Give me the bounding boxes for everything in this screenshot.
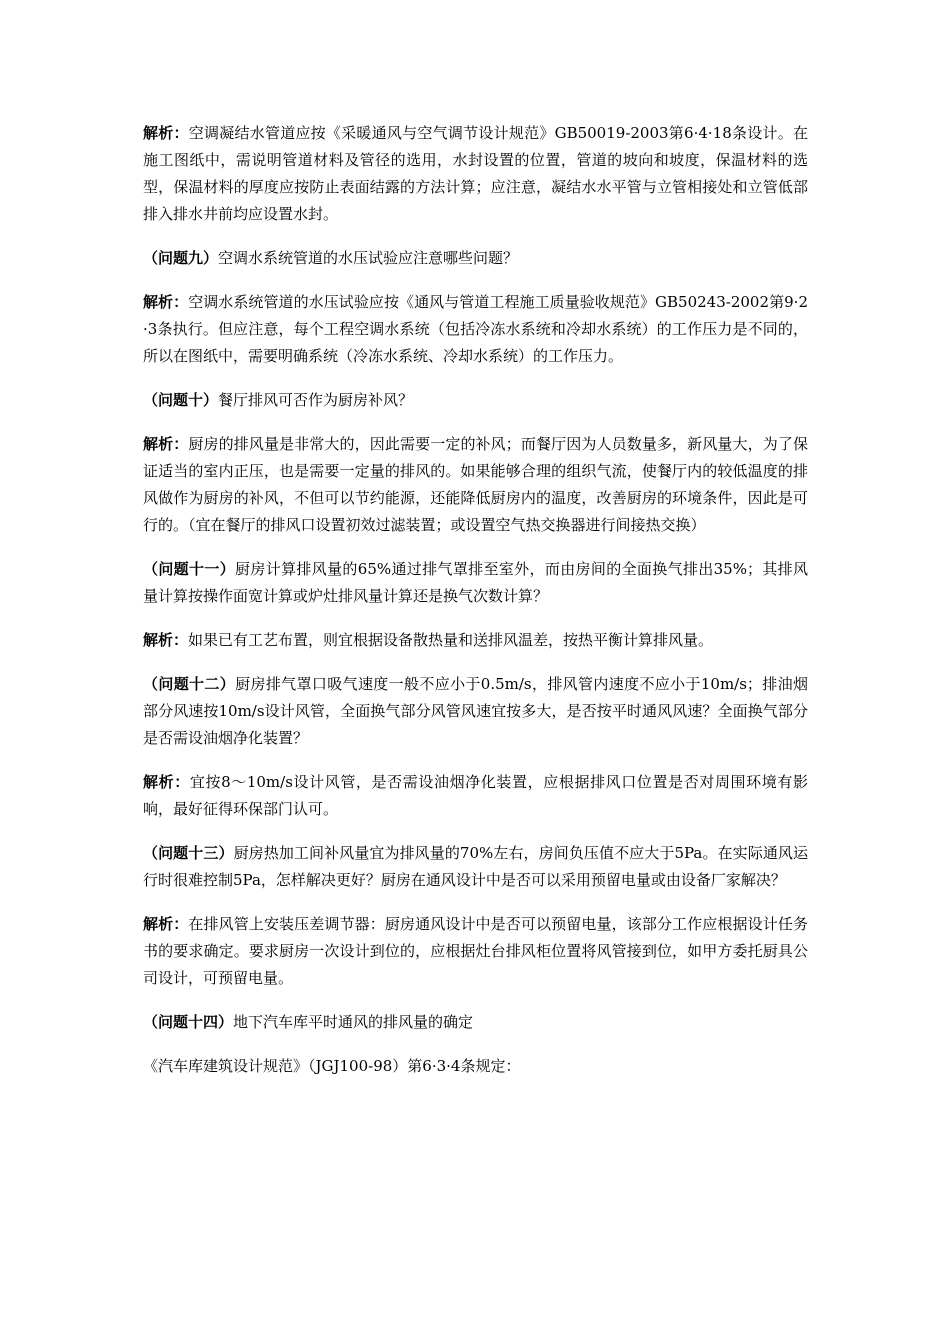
question-text: 厨房热加工间补风量宜为排风量的70%左右，房间负压值不应大于5Pa。在实际通风运行时很难控制5Pa，怎样解决更好？厨房在通风设计中是否可以采用预留电量或由设备厂家解决？: [143, 844, 808, 889]
paragraph-text: 如果已有工艺布置，则宜根据设备散热量和送排风温差，按热平衡计算排风量。: [188, 631, 714, 649]
paragraph-text: 厨房的排风量是非常大的，因此需要一定的补风；而餐厅因为人员数量多，新风量大，为了保证适当的室内正压，也是需要一定量的排风的。如果能够合理的组织气流，使餐厅内的较低温度的排风做作为厨房的补风，不但可以节约能源，还能降低厨房内的温度，改善厨房的环境条件，因此是可行的。（宜在餐厅的排风口设置初效过滤装置；或设置空气热交换器进行间接热交换）: [143, 435, 808, 534]
question-text: 餐厅排风可否作为厨房补风？: [218, 391, 414, 409]
paragraph-text: 宜按8～10m/s设计风管，是否需设油烟净化装置，应根据排风口位置是否对周围环境有影响，最好征得环保部门认可。: [143, 773, 808, 818]
paragraph-text: 空调凝结水管道应按《采暖通风与空气调节设计规范》GB50019-2003第6·4·18条设计。在施工图纸中，需说明管道材料及管径的选用，水封设置的位置，管道的坡向和坡度，保温材料的选型，保温材料的厚度应按防止表面结露的方法计算；应注意，凝结水水平管与立管相接处和立管低部排入排水井前均应设置水封。: [143, 124, 808, 223]
analysis-label: 解析：: [143, 915, 189, 933]
paragraph-text: 在排风管上安装压差调节器：厨房通风设计中是否可以预留电量，该部分工作应根据设计任务书的要求确定。要求厨房一次设计到位的，应根据灶台排风柜位置将风管接到位，如甲方委托厨具公司设计，可预留电量。: [143, 915, 808, 987]
question-label: （问题十二）: [143, 675, 236, 693]
question-9: [143, 245, 808, 272]
analysis-label: 解析：: [143, 293, 189, 311]
question-11: [143, 556, 808, 610]
analysis-paragraph-11: [143, 627, 808, 654]
analysis-label: 解析：: [143, 124, 189, 142]
analysis-label: 解析：: [143, 773, 190, 791]
question-label: （问题九）: [143, 249, 219, 267]
question-label: （问题十）: [143, 391, 219, 409]
question-10: [143, 387, 808, 414]
question-12: [143, 671, 808, 752]
question-text: 厨房计算排风量的65%通过排气罩排至室外，而由房间的全面换气排出35%；其排风量计算按操作面宽计算或炉灶排风量计算还是换气次数计算？: [143, 560, 808, 605]
question-14: [143, 1009, 808, 1036]
question-label: （问题十一）: [143, 560, 236, 578]
question-text: 厨房排气罩口吸气速度一般不应小于0.5m/s，排风管内速度不应小于10m/s；排油烟部分风速按10m/s设计风管，全面换气部分风管风速宜按多大，是否按平时通风风速？全面换气部分是否需设油烟净化装置？: [143, 675, 808, 747]
analysis-paragraph-9: [143, 289, 808, 370]
question-text: 地下汽车库平时通风的排风量的确定: [233, 1013, 474, 1031]
paragraph-text: 空调水系统管道的水压试验应按《通风与管道工程施工质量验收规范》GB50243-2002第9·2·3条执行。但应注意，每个工程空调水系统（包括冷冻水系统和冷却水系统）的工作压力是不同的，所以在图纸中，需要明确系统（冷冻水系统、冷却水系统）的工作压力。: [143, 293, 808, 365]
analysis-label: 解析：: [143, 631, 189, 649]
regulation-reference: [143, 1053, 808, 1080]
analysis-paragraph-condensate: [143, 120, 808, 228]
paragraph-text: 《汽车库建筑设计规范》（JGJ100-98）第6·3·4条规定：: [143, 1057, 521, 1075]
analysis-paragraph-12: [143, 769, 808, 823]
analysis-paragraph-10: [143, 431, 808, 539]
question-label: （问题十四）: [143, 1013, 234, 1031]
question-text: 空调水系统管道的水压试验应注意哪些问题？: [218, 249, 519, 267]
document-body: [143, 120, 808, 1097]
question-label: （问题十三）: [143, 844, 234, 862]
analysis-paragraph-13: [143, 911, 808, 992]
analysis-label: 解析：: [143, 435, 189, 453]
question-13: [143, 840, 808, 894]
